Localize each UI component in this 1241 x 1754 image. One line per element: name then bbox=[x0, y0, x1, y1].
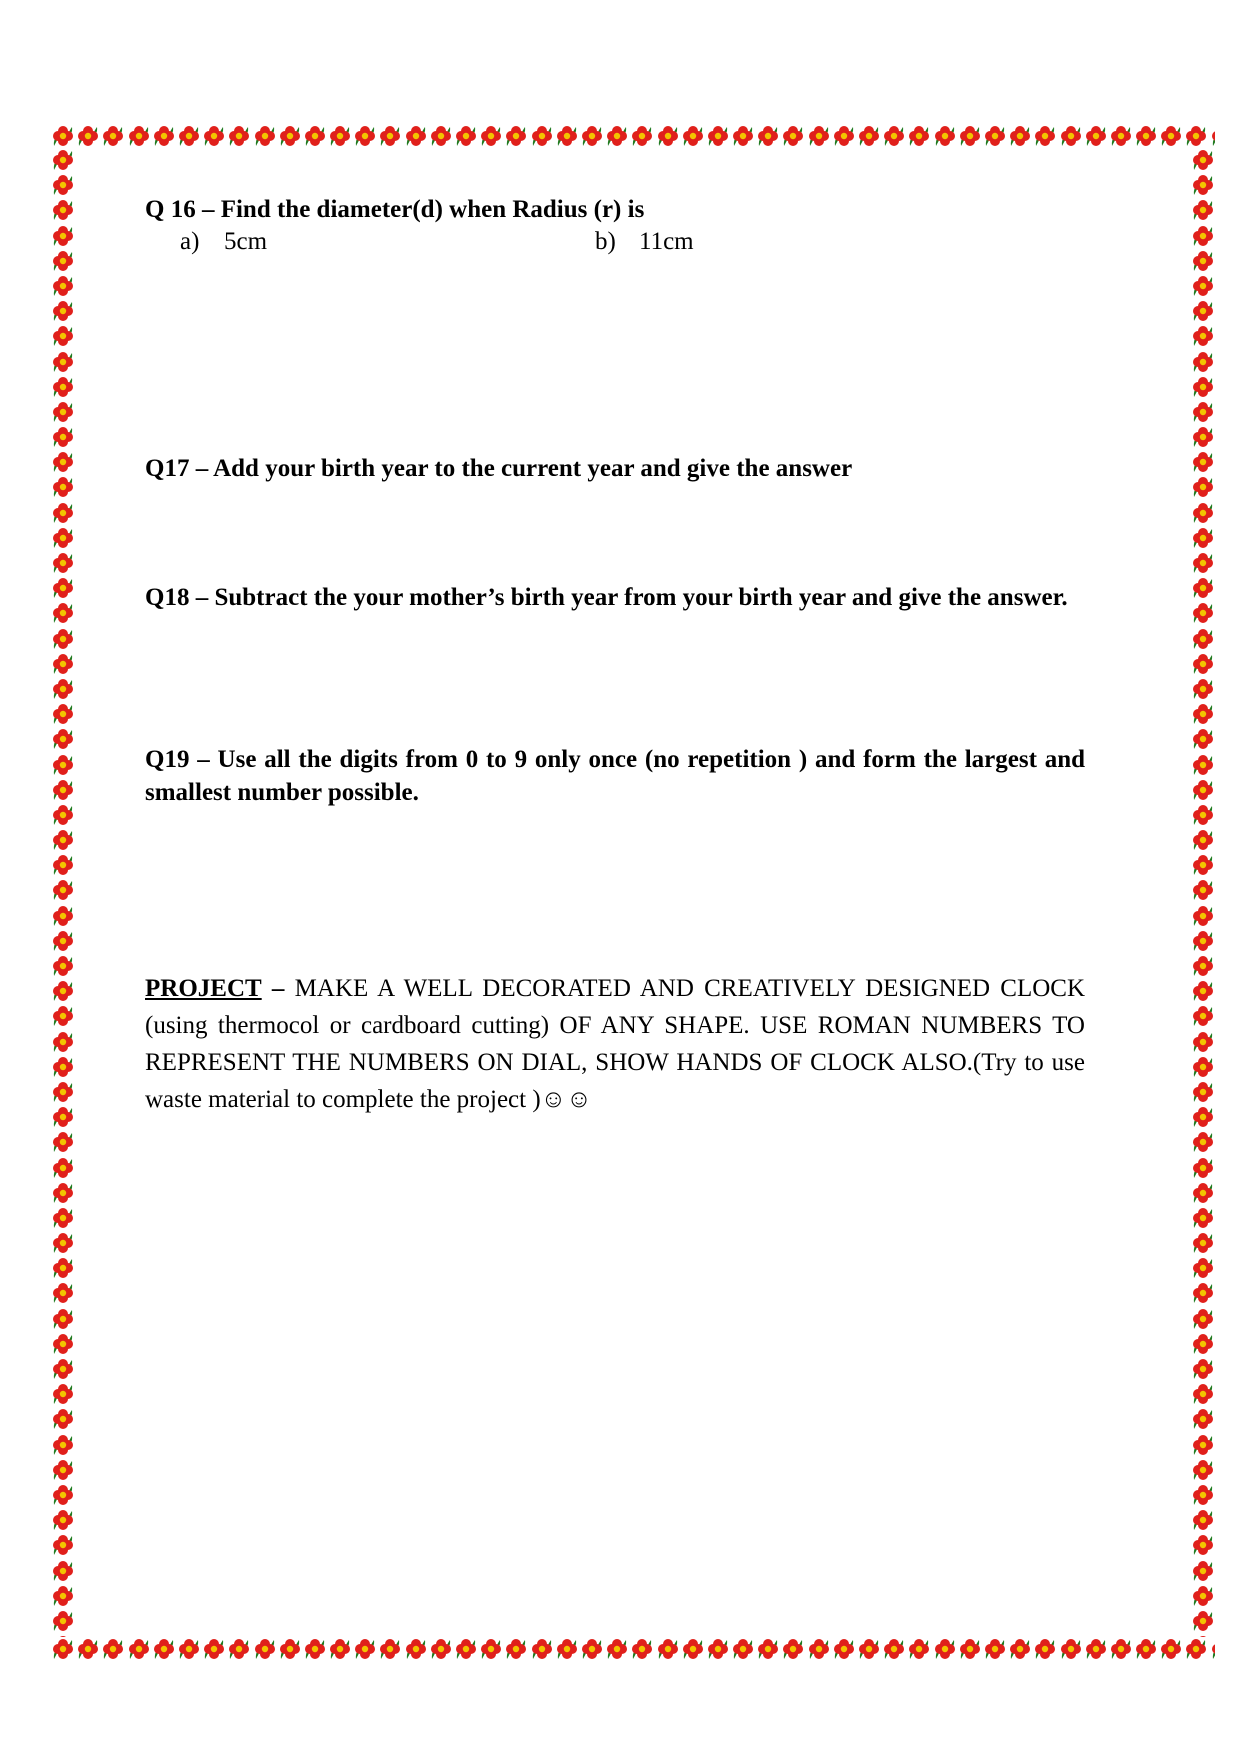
red-flower-icon bbox=[51, 173, 75, 197]
red-flower-icon bbox=[51, 198, 75, 222]
red-flower-icon bbox=[51, 1508, 75, 1532]
red-flower-icon bbox=[1008, 124, 1032, 148]
red-flower-icon bbox=[1191, 1080, 1215, 1104]
red-flower-icon bbox=[580, 1637, 604, 1661]
red-flower-icon bbox=[530, 124, 554, 148]
red-flower-icon bbox=[353, 1637, 377, 1661]
red-flower-icon bbox=[1191, 501, 1215, 525]
red-flower-icon bbox=[51, 954, 75, 978]
red-flower-icon bbox=[127, 124, 151, 148]
question-16 bbox=[145, 193, 1085, 226]
red-flower-icon bbox=[933, 1637, 957, 1661]
red-flower-icon bbox=[51, 1584, 75, 1608]
red-flower-icon bbox=[731, 1637, 755, 1661]
red-flower-icon bbox=[479, 1637, 503, 1661]
red-flower-icon bbox=[630, 1637, 654, 1661]
red-flower-icon bbox=[51, 1407, 75, 1431]
red-flower-icon bbox=[1210, 124, 1215, 148]
red-flower-icon bbox=[1191, 929, 1215, 953]
red-flower-icon bbox=[51, 1206, 75, 1230]
red-flower-icon bbox=[51, 652, 75, 676]
red-flower-icon bbox=[479, 124, 503, 148]
red-flower-icon bbox=[51, 1004, 75, 1028]
red-flower-icon bbox=[1191, 475, 1215, 499]
red-flower-icon bbox=[1191, 677, 1215, 701]
red-flower-icon bbox=[1191, 1206, 1215, 1230]
flower-border-bottom bbox=[51, 1637, 1215, 1661]
red-flower-icon bbox=[454, 124, 478, 148]
red-flower-icon bbox=[1191, 1433, 1215, 1457]
red-flower-icon bbox=[404, 1637, 428, 1661]
red-flower-icon bbox=[429, 1637, 453, 1661]
red-flower-icon bbox=[1191, 375, 1215, 399]
red-flower-icon bbox=[1191, 148, 1215, 172]
red-flower-icon bbox=[1033, 124, 1057, 148]
project-label: PROJECT bbox=[145, 975, 262, 1002]
red-flower-icon bbox=[1191, 1508, 1215, 1532]
red-flower-icon bbox=[1191, 299, 1215, 323]
question-number: Q 16 – bbox=[145, 196, 215, 223]
red-flower-icon bbox=[1191, 1584, 1215, 1608]
red-flower-icon bbox=[656, 1637, 680, 1661]
red-flower-icon bbox=[1059, 124, 1083, 148]
red-flower-icon bbox=[1191, 954, 1215, 978]
question-text: Add your birth year to the current year and give the answer bbox=[213, 455, 853, 482]
red-flower-icon bbox=[1191, 803, 1215, 827]
red-flower-icon bbox=[51, 249, 75, 273]
red-flower-icon bbox=[983, 124, 1007, 148]
red-flower-icon bbox=[1191, 224, 1215, 248]
red-flower-icon bbox=[1191, 198, 1215, 222]
red-flower-icon bbox=[1191, 450, 1215, 474]
red-flower-icon bbox=[51, 979, 75, 1003]
red-flower-icon bbox=[51, 350, 75, 374]
red-flower-icon bbox=[51, 1231, 75, 1255]
red-flower-icon bbox=[1191, 853, 1215, 877]
red-flower-icon bbox=[1191, 1156, 1215, 1180]
option-value: 5cm bbox=[224, 228, 268, 255]
red-flower-icon bbox=[202, 1637, 226, 1661]
red-flower-icon bbox=[1191, 1382, 1215, 1406]
red-flower-icon bbox=[1191, 576, 1215, 600]
red-flower-icon bbox=[51, 1307, 75, 1331]
red-flower-icon bbox=[51, 1281, 75, 1305]
red-flower-icon bbox=[51, 1533, 75, 1557]
red-flower-icon bbox=[1159, 124, 1183, 148]
red-flower-icon bbox=[328, 1637, 352, 1661]
red-flower-icon bbox=[1191, 1055, 1215, 1079]
red-flower-icon bbox=[51, 601, 75, 625]
red-flower-icon bbox=[51, 1609, 75, 1633]
red-flower-icon bbox=[731, 124, 755, 148]
red-flower-icon bbox=[278, 124, 302, 148]
red-flower-icon bbox=[983, 1637, 1007, 1661]
red-flower-icon bbox=[51, 375, 75, 399]
red-flower-icon bbox=[152, 1637, 176, 1661]
red-flower-icon bbox=[51, 904, 75, 928]
red-flower-icon bbox=[958, 1637, 982, 1661]
red-flower-icon bbox=[51, 1357, 75, 1381]
flower-border-left bbox=[51, 148, 75, 1637]
red-flower-icon bbox=[832, 1637, 856, 1661]
red-flower-icon bbox=[706, 124, 730, 148]
red-flower-icon bbox=[605, 1637, 629, 1661]
red-flower-icon bbox=[1191, 753, 1215, 777]
red-flower-icon bbox=[51, 677, 75, 701]
red-flower-icon bbox=[857, 124, 881, 148]
red-flower-icon bbox=[781, 124, 805, 148]
red-flower-icon bbox=[1191, 425, 1215, 449]
project-instructions bbox=[145, 970, 1085, 1118]
red-flower-icon bbox=[51, 224, 75, 248]
red-flower-icon bbox=[51, 124, 75, 148]
question-text: Use all the digits from 0 to 9 only once (no repetition ) and form the largest and smallest number possible. bbox=[145, 746, 1086, 806]
red-flower-icon bbox=[1109, 1637, 1133, 1661]
red-flower-icon bbox=[51, 702, 75, 726]
red-flower-icon bbox=[1191, 979, 1215, 1003]
red-flower-icon bbox=[51, 1105, 75, 1129]
question-number: Q18 – bbox=[145, 584, 209, 611]
red-flower-icon bbox=[1191, 1357, 1215, 1381]
red-flower-icon bbox=[51, 853, 75, 877]
red-flower-icon bbox=[152, 124, 176, 148]
question-17 bbox=[145, 452, 1085, 485]
red-flower-icon bbox=[51, 1055, 75, 1079]
red-flower-icon bbox=[1191, 173, 1215, 197]
option-a bbox=[180, 225, 267, 258]
red-flower-icon bbox=[1191, 1105, 1215, 1129]
red-flower-icon bbox=[429, 124, 453, 148]
red-flower-icon bbox=[656, 124, 680, 148]
red-flower-icon bbox=[1191, 1458, 1215, 1482]
red-flower-icon bbox=[1191, 1533, 1215, 1557]
red-flower-icon bbox=[882, 1637, 906, 1661]
red-flower-icon bbox=[51, 929, 75, 953]
project-dash: – bbox=[271, 975, 285, 1002]
red-flower-icon bbox=[1008, 1637, 1032, 1661]
red-flower-icon bbox=[1134, 1637, 1158, 1661]
red-flower-icon bbox=[378, 124, 402, 148]
red-flower-icon bbox=[454, 1637, 478, 1661]
red-flower-icon bbox=[756, 1637, 780, 1661]
red-flower-icon bbox=[51, 1030, 75, 1054]
red-flower-icon bbox=[1191, 1559, 1215, 1583]
red-flower-icon bbox=[756, 124, 780, 148]
red-flower-icon bbox=[1191, 350, 1215, 374]
red-flower-icon bbox=[1191, 652, 1215, 676]
project-text: MAKE A WELL DECORATED AND CREATIVELY DESIGNED CLOCK (using thermocol or cardboard cutting) OF ANY SHAPE. USE ROMAN NUMBERS TO REPRESENT THE NUMBERS ON DIAL, SHOW HANDS OF CLOCK ALSO.(Try to use waste material to complete the project )☺☺ bbox=[145, 975, 1086, 1113]
red-flower-icon bbox=[555, 124, 579, 148]
question-text: Find the diameter(d) when Radius (r) is bbox=[220, 196, 645, 223]
red-flower-icon bbox=[1084, 1637, 1108, 1661]
red-flower-icon bbox=[958, 124, 982, 148]
red-flower-icon bbox=[1191, 601, 1215, 625]
question-18 bbox=[145, 581, 1085, 614]
red-flower-icon bbox=[101, 124, 125, 148]
red-flower-icon bbox=[1191, 828, 1215, 852]
red-flower-icon bbox=[1184, 124, 1208, 148]
red-flower-icon bbox=[1084, 124, 1108, 148]
red-flower-icon bbox=[1191, 1231, 1215, 1255]
red-flower-icon bbox=[1191, 274, 1215, 298]
red-flower-icon bbox=[76, 124, 100, 148]
red-flower-icon bbox=[1191, 249, 1215, 273]
red-flower-icon bbox=[1159, 1637, 1183, 1661]
question-number: Q17 – bbox=[145, 455, 209, 482]
red-flower-icon bbox=[378, 1637, 402, 1661]
red-flower-icon bbox=[1191, 1407, 1215, 1431]
red-flower-icon bbox=[404, 124, 428, 148]
red-flower-icon bbox=[1191, 1483, 1215, 1507]
red-flower-icon bbox=[1191, 627, 1215, 651]
red-flower-icon bbox=[51, 1458, 75, 1482]
red-flower-icon bbox=[1059, 1637, 1083, 1661]
red-flower-icon bbox=[907, 124, 931, 148]
red-flower-icon bbox=[51, 753, 75, 777]
red-flower-icon bbox=[51, 425, 75, 449]
red-flower-icon bbox=[51, 400, 75, 424]
red-flower-icon bbox=[807, 124, 831, 148]
option-b bbox=[595, 225, 694, 258]
red-flower-icon bbox=[1191, 1030, 1215, 1054]
red-flower-icon bbox=[51, 1080, 75, 1104]
red-flower-icon bbox=[303, 1637, 327, 1661]
red-flower-icon bbox=[278, 1637, 302, 1661]
red-flower-icon bbox=[177, 124, 201, 148]
red-flower-icon bbox=[51, 1156, 75, 1180]
red-flower-icon bbox=[51, 778, 75, 802]
question-text: Subtract the your mother’s birth year from your birth year and give the answer. bbox=[214, 584, 1068, 611]
red-flower-icon bbox=[1191, 878, 1215, 902]
red-flower-icon bbox=[51, 1382, 75, 1406]
flower-border-top bbox=[51, 124, 1215, 148]
red-flower-icon bbox=[1191, 400, 1215, 424]
red-flower-icon bbox=[227, 1637, 251, 1661]
red-flower-icon bbox=[51, 1634, 75, 1637]
red-flower-icon bbox=[253, 1637, 277, 1661]
red-flower-icon bbox=[51, 299, 75, 323]
red-flower-icon bbox=[781, 1637, 805, 1661]
red-flower-icon bbox=[681, 124, 705, 148]
red-flower-icon bbox=[1210, 1637, 1215, 1661]
red-flower-icon bbox=[1191, 778, 1215, 802]
question-number: Q19 – bbox=[145, 746, 210, 773]
red-flower-icon bbox=[1191, 1609, 1215, 1633]
red-flower-icon bbox=[1191, 1634, 1215, 1637]
red-flower-icon bbox=[51, 274, 75, 298]
red-flower-icon bbox=[51, 501, 75, 525]
red-flower-icon bbox=[1191, 324, 1215, 348]
red-flower-icon bbox=[857, 1637, 881, 1661]
red-flower-icon bbox=[504, 124, 528, 148]
red-flower-icon bbox=[504, 1637, 528, 1661]
red-flower-icon bbox=[177, 1637, 201, 1661]
red-flower-icon bbox=[1109, 124, 1133, 148]
red-flower-icon bbox=[51, 148, 75, 172]
red-flower-icon bbox=[328, 124, 352, 148]
red-flower-icon bbox=[51, 1130, 75, 1154]
red-flower-icon bbox=[605, 124, 629, 148]
red-flower-icon bbox=[1191, 1004, 1215, 1028]
red-flower-icon bbox=[1191, 551, 1215, 575]
red-flower-icon bbox=[807, 1637, 831, 1661]
red-flower-icon bbox=[51, 551, 75, 575]
question-19 bbox=[145, 743, 1085, 809]
flower-border-right bbox=[1191, 148, 1215, 1637]
red-flower-icon bbox=[101, 1637, 125, 1661]
red-flower-icon bbox=[1191, 1130, 1215, 1154]
red-flower-icon bbox=[51, 727, 75, 751]
red-flower-icon bbox=[1033, 1637, 1057, 1661]
red-flower-icon bbox=[51, 828, 75, 852]
red-flower-icon bbox=[51, 1483, 75, 1507]
red-flower-icon bbox=[51, 1332, 75, 1356]
red-flower-icon bbox=[1134, 124, 1158, 148]
option-value: 11cm bbox=[639, 228, 694, 255]
red-flower-icon bbox=[1191, 1256, 1215, 1280]
red-flower-icon bbox=[51, 1256, 75, 1280]
red-flower-icon bbox=[832, 124, 856, 148]
red-flower-icon bbox=[51, 450, 75, 474]
red-flower-icon bbox=[580, 124, 604, 148]
red-flower-icon bbox=[303, 124, 327, 148]
red-flower-icon bbox=[127, 1637, 151, 1661]
red-flower-icon bbox=[227, 124, 251, 148]
option-letter: b) bbox=[595, 228, 616, 255]
red-flower-icon bbox=[51, 475, 75, 499]
red-flower-icon bbox=[51, 803, 75, 827]
red-flower-icon bbox=[530, 1637, 554, 1661]
red-flower-icon bbox=[51, 1559, 75, 1583]
red-flower-icon bbox=[882, 124, 906, 148]
red-flower-icon bbox=[51, 878, 75, 902]
red-flower-icon bbox=[253, 124, 277, 148]
red-flower-icon bbox=[1191, 1332, 1215, 1356]
option-letter: a) bbox=[180, 228, 200, 255]
red-flower-icon bbox=[1184, 1637, 1208, 1661]
red-flower-icon bbox=[907, 1637, 931, 1661]
red-flower-icon bbox=[933, 124, 957, 148]
red-flower-icon bbox=[51, 526, 75, 550]
red-flower-icon bbox=[1191, 1281, 1215, 1305]
red-flower-icon bbox=[51, 627, 75, 651]
red-flower-icon bbox=[1191, 904, 1215, 928]
red-flower-icon bbox=[630, 124, 654, 148]
red-flower-icon bbox=[51, 1433, 75, 1457]
red-flower-icon bbox=[555, 1637, 579, 1661]
red-flower-icon bbox=[1191, 702, 1215, 726]
red-flower-icon bbox=[1191, 526, 1215, 550]
red-flower-icon bbox=[353, 124, 377, 148]
red-flower-icon bbox=[706, 1637, 730, 1661]
red-flower-icon bbox=[51, 1181, 75, 1205]
red-flower-icon bbox=[1191, 1307, 1215, 1331]
red-flower-icon bbox=[51, 324, 75, 348]
red-flower-icon bbox=[1191, 727, 1215, 751]
red-flower-icon bbox=[202, 124, 226, 148]
red-flower-icon bbox=[76, 1637, 100, 1661]
red-flower-icon bbox=[681, 1637, 705, 1661]
red-flower-icon bbox=[1191, 1181, 1215, 1205]
red-flower-icon bbox=[51, 1637, 75, 1661]
red-flower-icon bbox=[51, 576, 75, 600]
